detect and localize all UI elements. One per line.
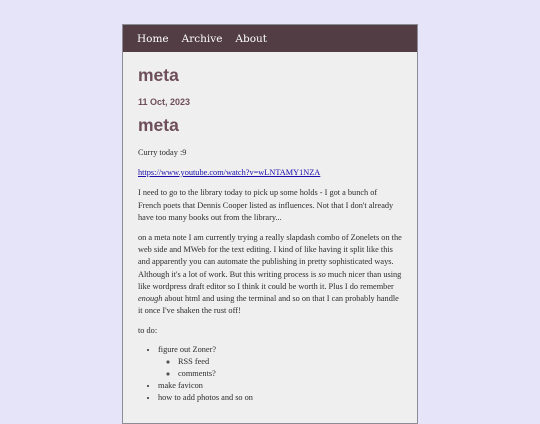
youtube-link[interactable]: https://www.youtube.com/watch?v=wLNTAMY1NZA	[138, 168, 321, 178]
todo-item-zoner: figure out Zoner?	[158, 344, 217, 354]
todo-label: to do:	[138, 326, 158, 336]
post-title: meta	[138, 114, 179, 135]
list-item: • how to add photos and so on	[158, 392, 402, 404]
paragraph-3-text-a: on a meta note I am currently trying a really slapdash combo of Zonelets on the web side and MWeb for the text editing. I kind of like having it split like this and apparently you can automate the publishing in pretty sophisticated ways. Although it's a lot of work. But this writing process is	[138, 233, 402, 279]
nav-about-link[interactable]: About	[235, 32, 268, 45]
post-paragraph-1: Curry today :9	[138, 148, 187, 157]
post-paragraph-3	[138, 232, 402, 317]
page-container	[122, 24, 418, 424]
todo-sublist	[158, 356, 402, 380]
nav-home-link[interactable]: Home	[137, 32, 169, 45]
nav-archive-link[interactable]: Archive	[181, 32, 223, 45]
paragraph-3-emphasis-enough: enough	[138, 294, 163, 304]
list-item	[158, 344, 402, 381]
list-item: ◦ comments?	[178, 368, 402, 380]
todo-list	[138, 344, 402, 405]
paragraph-3-text-b: much nicer than using like wordpress draft editor so I think it could be worth it. Plus I do remember	[138, 269, 402, 291]
post-link-paragraph	[138, 167, 402, 179]
site-title: meta	[138, 65, 179, 85]
paragraph-3-text-c: about html and using the terminal and so on that I can probably handle it once I've shaken the rust off!	[138, 294, 399, 316]
post-date: 11 Oct, 2023	[138, 96, 191, 107]
list-item: ◦ RSS feed	[178, 356, 402, 368]
nav-bar	[123, 25, 417, 52]
paragraph-3-emphasis-so: so	[318, 269, 326, 279]
post-paragraph-2: I need to go to the library today to pick up some holds - I got a bunch of French poets that Dennis Cooper listed as influences. Not that I don't already have too many books out from the library...	[138, 188, 394, 222]
list-item: • make favicon	[158, 380, 402, 392]
post-content	[123, 67, 417, 405]
